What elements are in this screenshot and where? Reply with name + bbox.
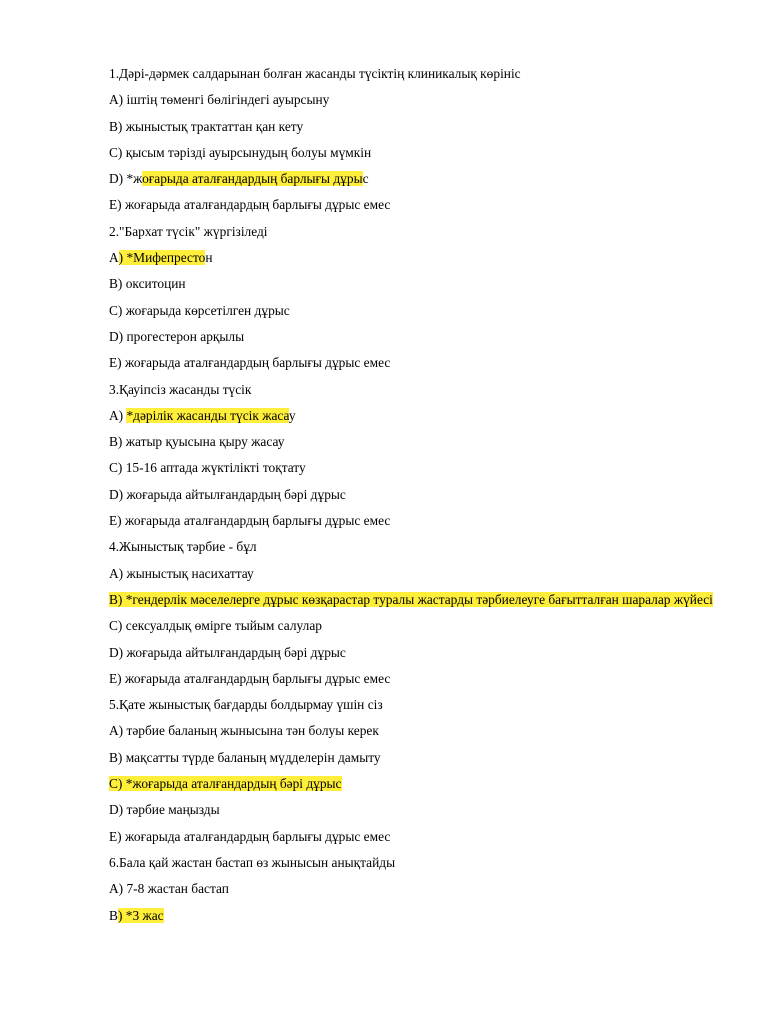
document-line bbox=[109, 487, 719, 503]
line-text: B) жыныстық трактаттан қан кету bbox=[109, 118, 304, 134]
document-line bbox=[109, 592, 719, 608]
highlighted-answer: ) *Мифепресто bbox=[118, 250, 206, 266]
document-line bbox=[109, 197, 719, 213]
line-text: A) іштің төменгі бөлігіндегі ауырсыну bbox=[109, 92, 330, 108]
line-text: A) тәрбие баланың жынысына тән болуы керек bbox=[109, 723, 379, 739]
document-line bbox=[109, 566, 719, 582]
document-line bbox=[109, 802, 719, 818]
document-line bbox=[109, 224, 719, 240]
document-line bbox=[109, 855, 719, 871]
line-text: 2."Бархат түсік" жүргізіледі bbox=[109, 223, 268, 239]
document-line bbox=[109, 539, 719, 555]
line-text: E) жоғарыда аталғандардың барлығы дұрыс емес bbox=[109, 513, 391, 529]
document-line bbox=[109, 829, 719, 845]
line-text: A bbox=[109, 250, 119, 266]
line-text: B) мақсатты түрде баланың мүдделерін дамыту bbox=[109, 749, 381, 765]
document-line bbox=[109, 723, 719, 739]
highlighted-answer: C) *жоғарыда аталғандардың бәрі дұрыс bbox=[109, 776, 342, 792]
document-line bbox=[109, 434, 719, 450]
document-line bbox=[109, 355, 719, 371]
document-line bbox=[109, 145, 719, 161]
document-line bbox=[109, 250, 719, 266]
line-text: C) қысым тәрізді ауырсынудың болуы мүмкін bbox=[109, 144, 372, 160]
document-line bbox=[109, 119, 719, 135]
line-text: E) жоғарыда аталғандардың барлығы дұрыс емес bbox=[109, 197, 391, 213]
document-line bbox=[109, 66, 719, 82]
line-text: 1.Дәрі-дәрмек салдарынан болған жасанды түсіктің клиникалық көрініс bbox=[109, 66, 521, 81]
line-text: D) тәрбие маңызды bbox=[109, 802, 220, 818]
line-text: B) жатыр қуысына қыру жасау bbox=[109, 434, 285, 450]
highlighted-answer: оғарыда аталғандардың барлығы дұры bbox=[142, 171, 363, 187]
document-line bbox=[109, 382, 719, 398]
line-text: 5.Қате жыныстық бағдарды болдырмау үшін сіз bbox=[109, 697, 383, 713]
document-line bbox=[109, 618, 719, 634]
line-text: D) прогестерон арқылы bbox=[109, 328, 245, 344]
document-page bbox=[109, 66, 719, 934]
line-text: C) сексуалдық өмірге тыйым салулар bbox=[109, 618, 322, 634]
highlighted-answer: *дәрілік жасанды түсік жаса bbox=[126, 407, 289, 423]
line-text: с bbox=[362, 171, 369, 187]
document-line bbox=[109, 881, 719, 897]
document-line bbox=[109, 697, 719, 713]
document-line bbox=[109, 750, 719, 766]
document-line bbox=[109, 908, 719, 924]
document-line bbox=[109, 776, 719, 792]
line-text: B) окситоцин bbox=[109, 276, 186, 292]
highlighted-answer: ) *3 жас bbox=[117, 907, 164, 923]
line-text: A) 7-8 жастан бастап bbox=[109, 881, 229, 897]
line-text: A) жыныстық насихаттау bbox=[109, 565, 254, 581]
line-text: E) жоғарыда аталғандардың барлығы дұрыс емес bbox=[109, 355, 391, 371]
document-line bbox=[109, 460, 719, 476]
document-line bbox=[109, 303, 719, 319]
document-line bbox=[109, 645, 719, 661]
line-text: 4.Жыныстық тәрбие - бұл bbox=[109, 539, 257, 555]
line-text: C) 15-16 аптада жүктілікті тоқтату bbox=[109, 460, 306, 476]
line-text: D) жоғарыда айтылғандардың бәрі дұрыс bbox=[109, 486, 346, 502]
line-text: A) bbox=[109, 407, 127, 423]
document-line bbox=[109, 171, 719, 187]
document-line bbox=[109, 276, 719, 292]
line-text: у bbox=[288, 407, 296, 423]
document-line bbox=[109, 408, 719, 424]
line-text: 3.Қауіпсіз жасанды түсік bbox=[109, 381, 252, 397]
document-line bbox=[109, 513, 719, 529]
line-text: 6.Бала қай жастан бастап өз жынысын анықтайды bbox=[109, 854, 396, 870]
line-text: н bbox=[205, 250, 213, 266]
line-text: E) жоғарыда аталғандардың барлығы дұрыс емес bbox=[109, 828, 391, 844]
line-text: E) жоғарыда аталғандардың барлығы дұрыс емес bbox=[109, 670, 391, 686]
line-text: D) *ж bbox=[109, 171, 143, 187]
highlighted-answer: B) *гендерлік мәселелерге дұрыс көзқарастар туралы жастарды тәрбиелеуге бағытталған шаралар жүйесі bbox=[109, 591, 713, 607]
line-text: B bbox=[109, 907, 118, 923]
line-text: D) жоғарыда айтылғандардың бәрі дұрыс bbox=[109, 644, 346, 660]
document-line bbox=[109, 329, 719, 345]
document-line bbox=[109, 92, 719, 108]
document-line bbox=[109, 671, 719, 687]
line-text: C) жоғарыда көрсетілген дұрыс bbox=[109, 302, 290, 318]
